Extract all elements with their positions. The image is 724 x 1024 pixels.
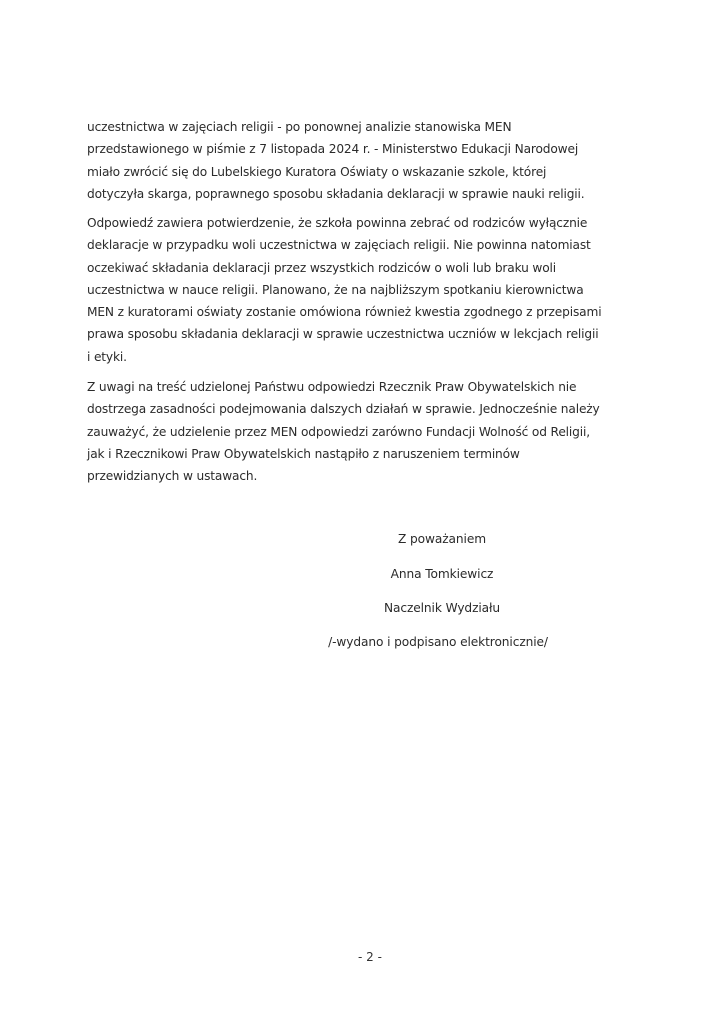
text-line: oczekiwać składania deklaracji przez wszystkich rodziców o woli lub braku woli	[87, 260, 557, 275]
text-line: uczestnictwa w zajęciach religii - po ponownej analizie stanowiska MEN	[87, 120, 512, 134]
text-line: uczestnictwa w nauce religii. Planowano, że na najbliższym spotkaniu kierownictwa	[87, 282, 584, 297]
text-line: jak i Rzecznikowi Praw Obywatelskich nastąpiło z naruszeniem terminów	[87, 446, 520, 461]
signature-note: /-wydano i podpisano elektronicznie/	[328, 635, 548, 649]
text-line: dostrzega zasadności podejmowania dalszych działań w sprawie. Jednocześnie należy	[87, 402, 600, 417]
text-line: miało zwrócić się do Lubelskiego Kuratora Oświaty o wskazanie szkole, której	[87, 164, 547, 179]
text-line: Z uwagi na treść udzielonej Państwu odpowiedzi Rzecznik Praw Obywatelskich nie	[87, 380, 577, 394]
text-line: przewidzianych w ustawach.	[87, 469, 258, 484]
signature-closing: Z poważaniem	[398, 532, 486, 546]
text-line: MEN z kuratorami oświaty zostanie omówiona również kwestia zgodnego z przepisami	[87, 305, 602, 320]
signature-position: Naczelnik Wydziału	[383, 601, 501, 615]
signature-name: Anna Tomkiewicz	[390, 567, 494, 581]
text-line: przedstawionego w piśmie z 7 listopada 2024 r. - Ministerstwo Edukacji Narodowej	[87, 142, 579, 157]
paragraph-3	[87, 376, 647, 487]
text-line: zauważyć, że udzielenie przez MEN odpowiedzi zarówno Fundacji Wolność od Religii,	[87, 424, 590, 439]
text-line: prawa sposobu składania deklaracji w sprawie uczestnictwa uczniów w lekcjach religii	[87, 327, 599, 342]
paragraph-2	[87, 212, 647, 368]
text-line: Odpowiedź zawiera potwierdzenie, że szkoła powinna zebrać od rodziców wyłącznie	[87, 216, 588, 230]
paragraph-1	[87, 116, 647, 205]
text-line: i etyki.	[87, 349, 127, 364]
text-line: deklaracje w przypadku woli uczestnictwa w zajęciach religii. Nie powinna natomiast	[87, 238, 591, 253]
text-line: dotyczyła skarga, poprawnego sposobu składania deklaracji w sprawie nauki religii.	[87, 186, 585, 201]
page-number: - 2 -	[358, 950, 382, 964]
